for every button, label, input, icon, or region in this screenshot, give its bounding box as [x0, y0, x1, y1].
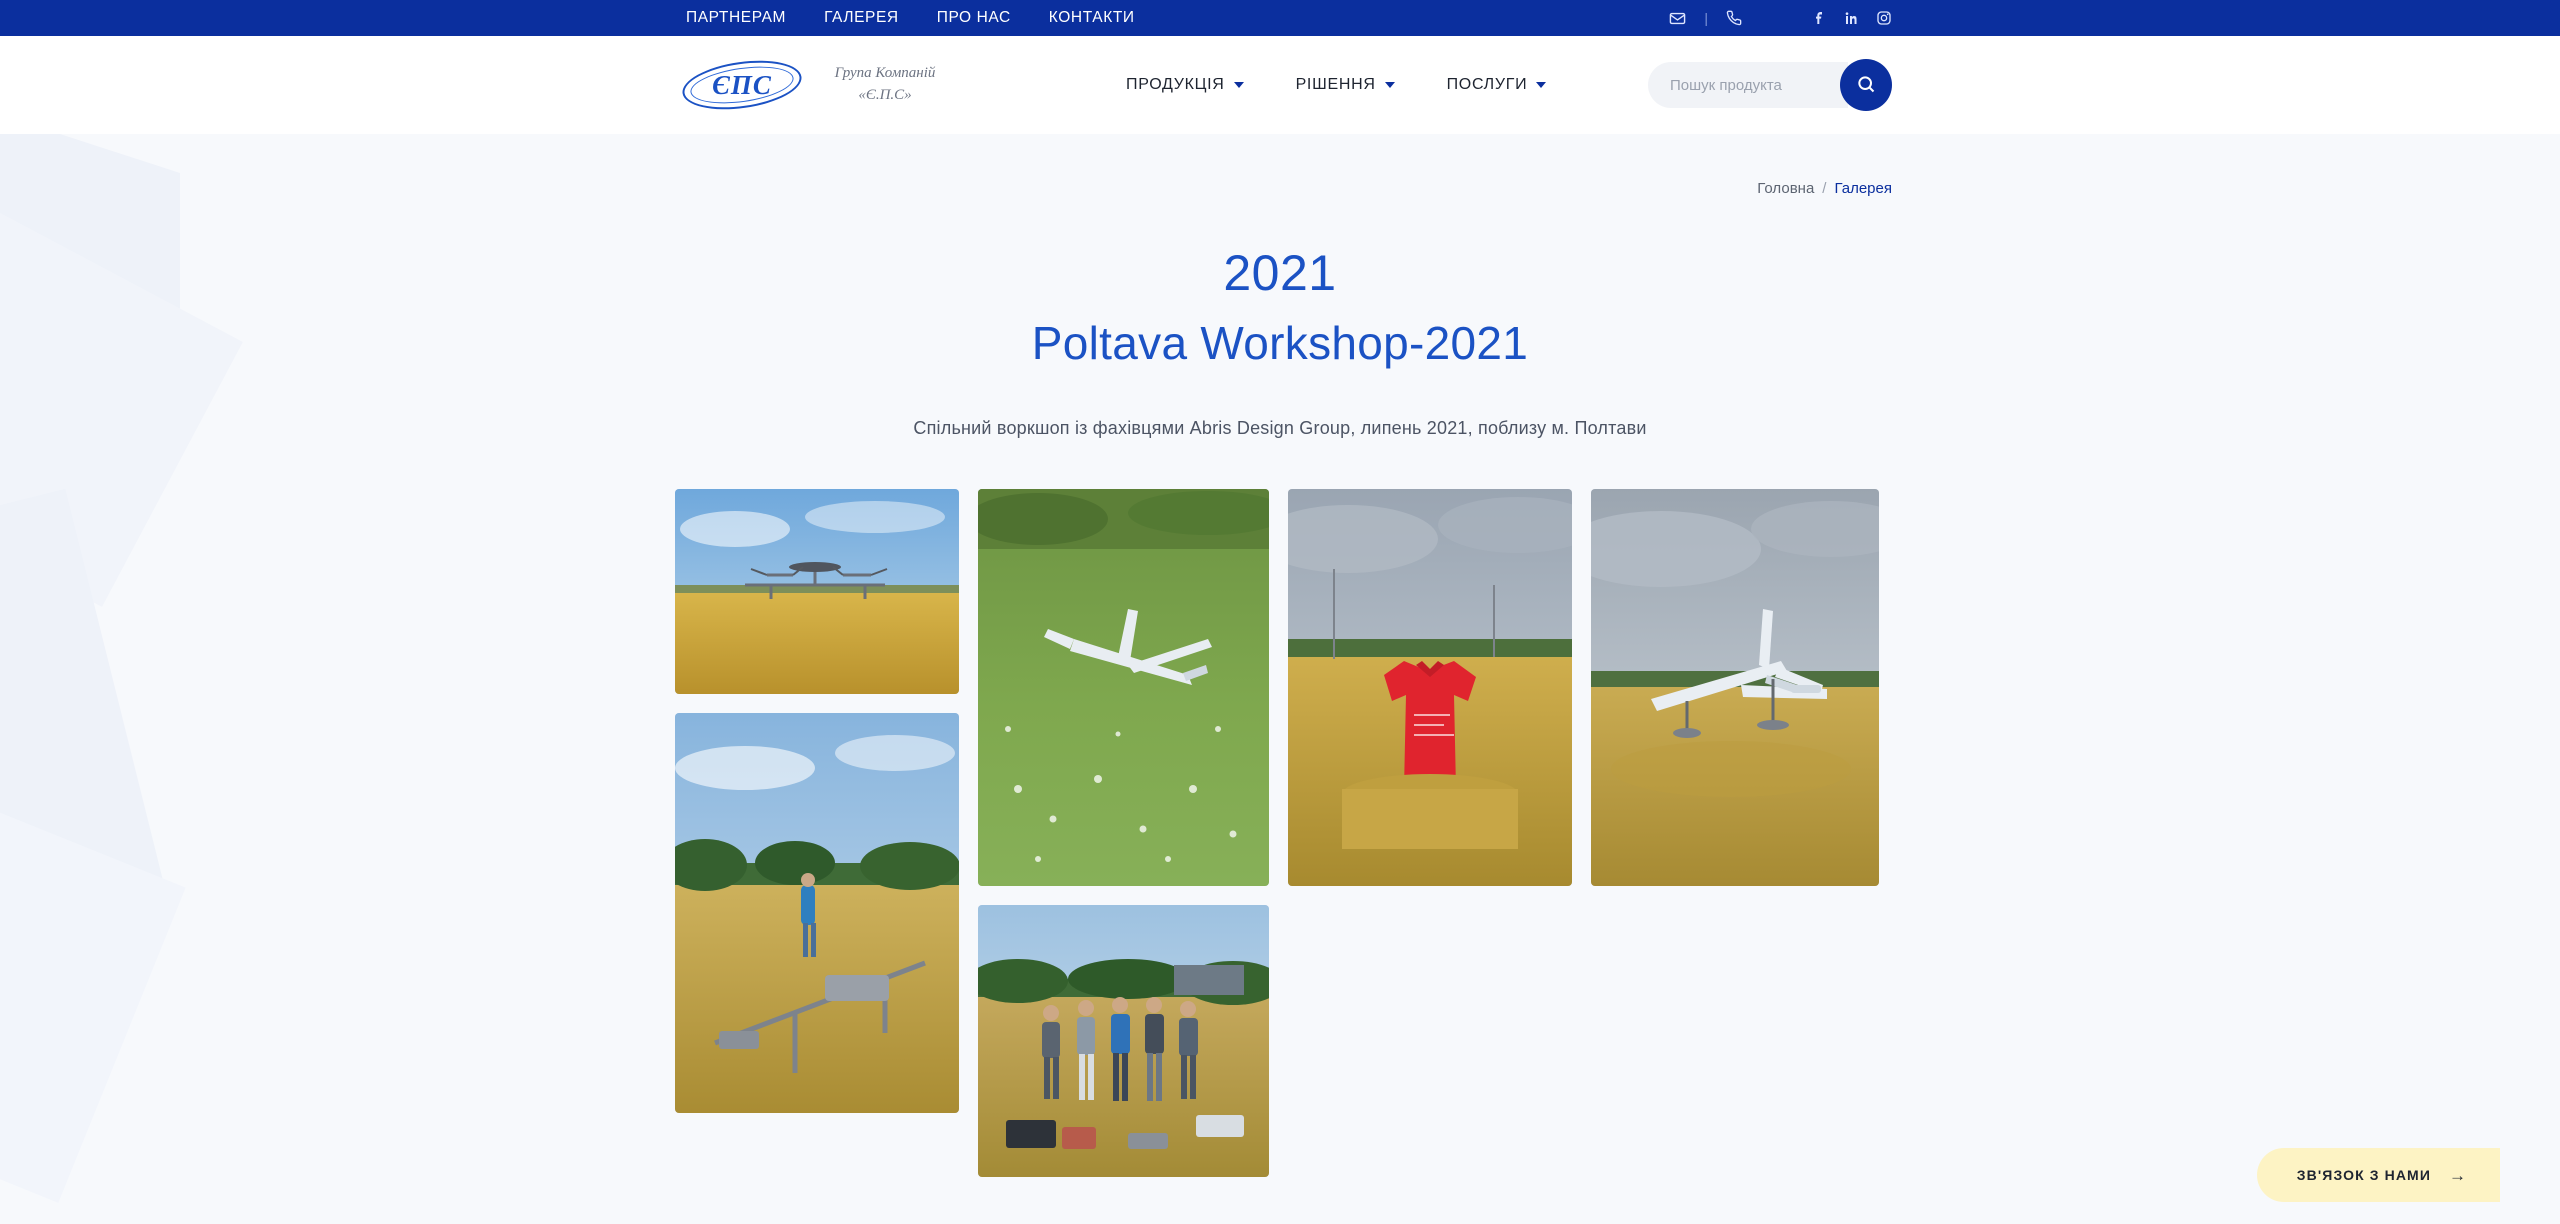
gallery-item-photo-uav-grass[interactable] — [978, 489, 1269, 886]
page-year: 2021 — [1223, 245, 1337, 301]
logo-subtitle-line1: Група Компаній — [834, 65, 936, 82]
search-button[interactable] — [1840, 59, 1892, 111]
instagram-icon[interactable] — [1876, 10, 1892, 26]
nav-item-solutions-label: РІШЕННЯ — [1295, 76, 1376, 93]
mail-icon[interactable] — [1669, 10, 1686, 27]
nav-item-services-label: ПОСЛУГИ — [1446, 76, 1528, 93]
page-title: Poltava Workshop-2021 — [1031, 317, 1529, 369]
breadcrumb-separator: / — [1822, 180, 1827, 197]
topbar-link-contacts[interactable]: КОНТАКТИ — [1048, 9, 1135, 26]
gallery-item-photo-drone-wheat[interactable] — [675, 489, 959, 694]
gallery-column-1 — [675, 489, 959, 1113]
search-area — [1648, 59, 1892, 111]
chevron-down-icon — [1234, 82, 1244, 88]
breadcrumb — [1757, 180, 1892, 197]
page-content — [0, 134, 2560, 1224]
nav-item-services[interactable] — [1447, 76, 1547, 94]
topbar-separator: | — [1704, 10, 1708, 26]
top-bar-links — [686, 9, 1135, 27]
search-input[interactable] — [1648, 62, 1848, 108]
search-icon — [1856, 74, 1876, 97]
gallery-grid — [675, 489, 1885, 1177]
nav-item-solutions[interactable] — [1296, 76, 1395, 94]
topbar-link-about[interactable]: ПРО НАС — [936, 9, 1011, 26]
arrow-right-icon: → — [2449, 1165, 2466, 1185]
top-bar-icons — [1669, 10, 1892, 27]
breadcrumb-current[interactable]: Галерея — [1834, 180, 1892, 197]
logo[interactable] — [680, 56, 950, 114]
topbar-link-partners[interactable]: ПАРТНЕРАМ — [686, 9, 787, 26]
contact-us-button[interactable] — [2257, 1148, 2500, 1202]
gallery-column-3 — [1288, 489, 1572, 886]
facebook-icon[interactable] — [1812, 10, 1828, 26]
gallery-item-photo-team[interactable] — [978, 905, 1269, 1177]
logo-mark-icon — [680, 56, 804, 114]
gallery-item-photo-red-shirt[interactable] — [1288, 489, 1572, 886]
nav-item-products[interactable] — [1126, 76, 1244, 94]
logo-subtitle — [820, 63, 950, 107]
gallery-item-photo-launcher[interactable] — [675, 713, 959, 1113]
site-header — [0, 36, 2560, 134]
chevron-down-icon — [1536, 82, 1546, 88]
logo-mark-text: ЄПС — [712, 69, 772, 100]
gallery-column-4 — [1591, 489, 1879, 886]
gallery-column-2 — [978, 489, 1269, 1177]
chevron-down-icon — [1385, 82, 1395, 88]
phone-icon[interactable] — [1726, 10, 1742, 26]
main-navigation — [1126, 76, 1546, 94]
contact-us-label: ЗВ'ЯЗОК З НАМИ — [2296, 1167, 2431, 1183]
logo-subtitle-line2: «Є.П.С» — [858, 87, 912, 103]
linkedin-icon[interactable] — [1844, 10, 1860, 26]
top-bar — [0, 0, 2560, 36]
topbar-link-gallery[interactable]: ГАЛЕРЕЯ — [824, 9, 899, 26]
page-subtitle: Спільний воркшоп із фахівцями Abris Design Group, липень 2021, поблизу м. Полтави — [913, 418, 1647, 438]
breadcrumb-home[interactable]: Головна — [1757, 180, 1815, 197]
gallery-item-photo-uav-field[interactable] — [1591, 489, 1879, 886]
nav-item-products-label: ПРОДУКЦІЯ — [1126, 76, 1225, 93]
